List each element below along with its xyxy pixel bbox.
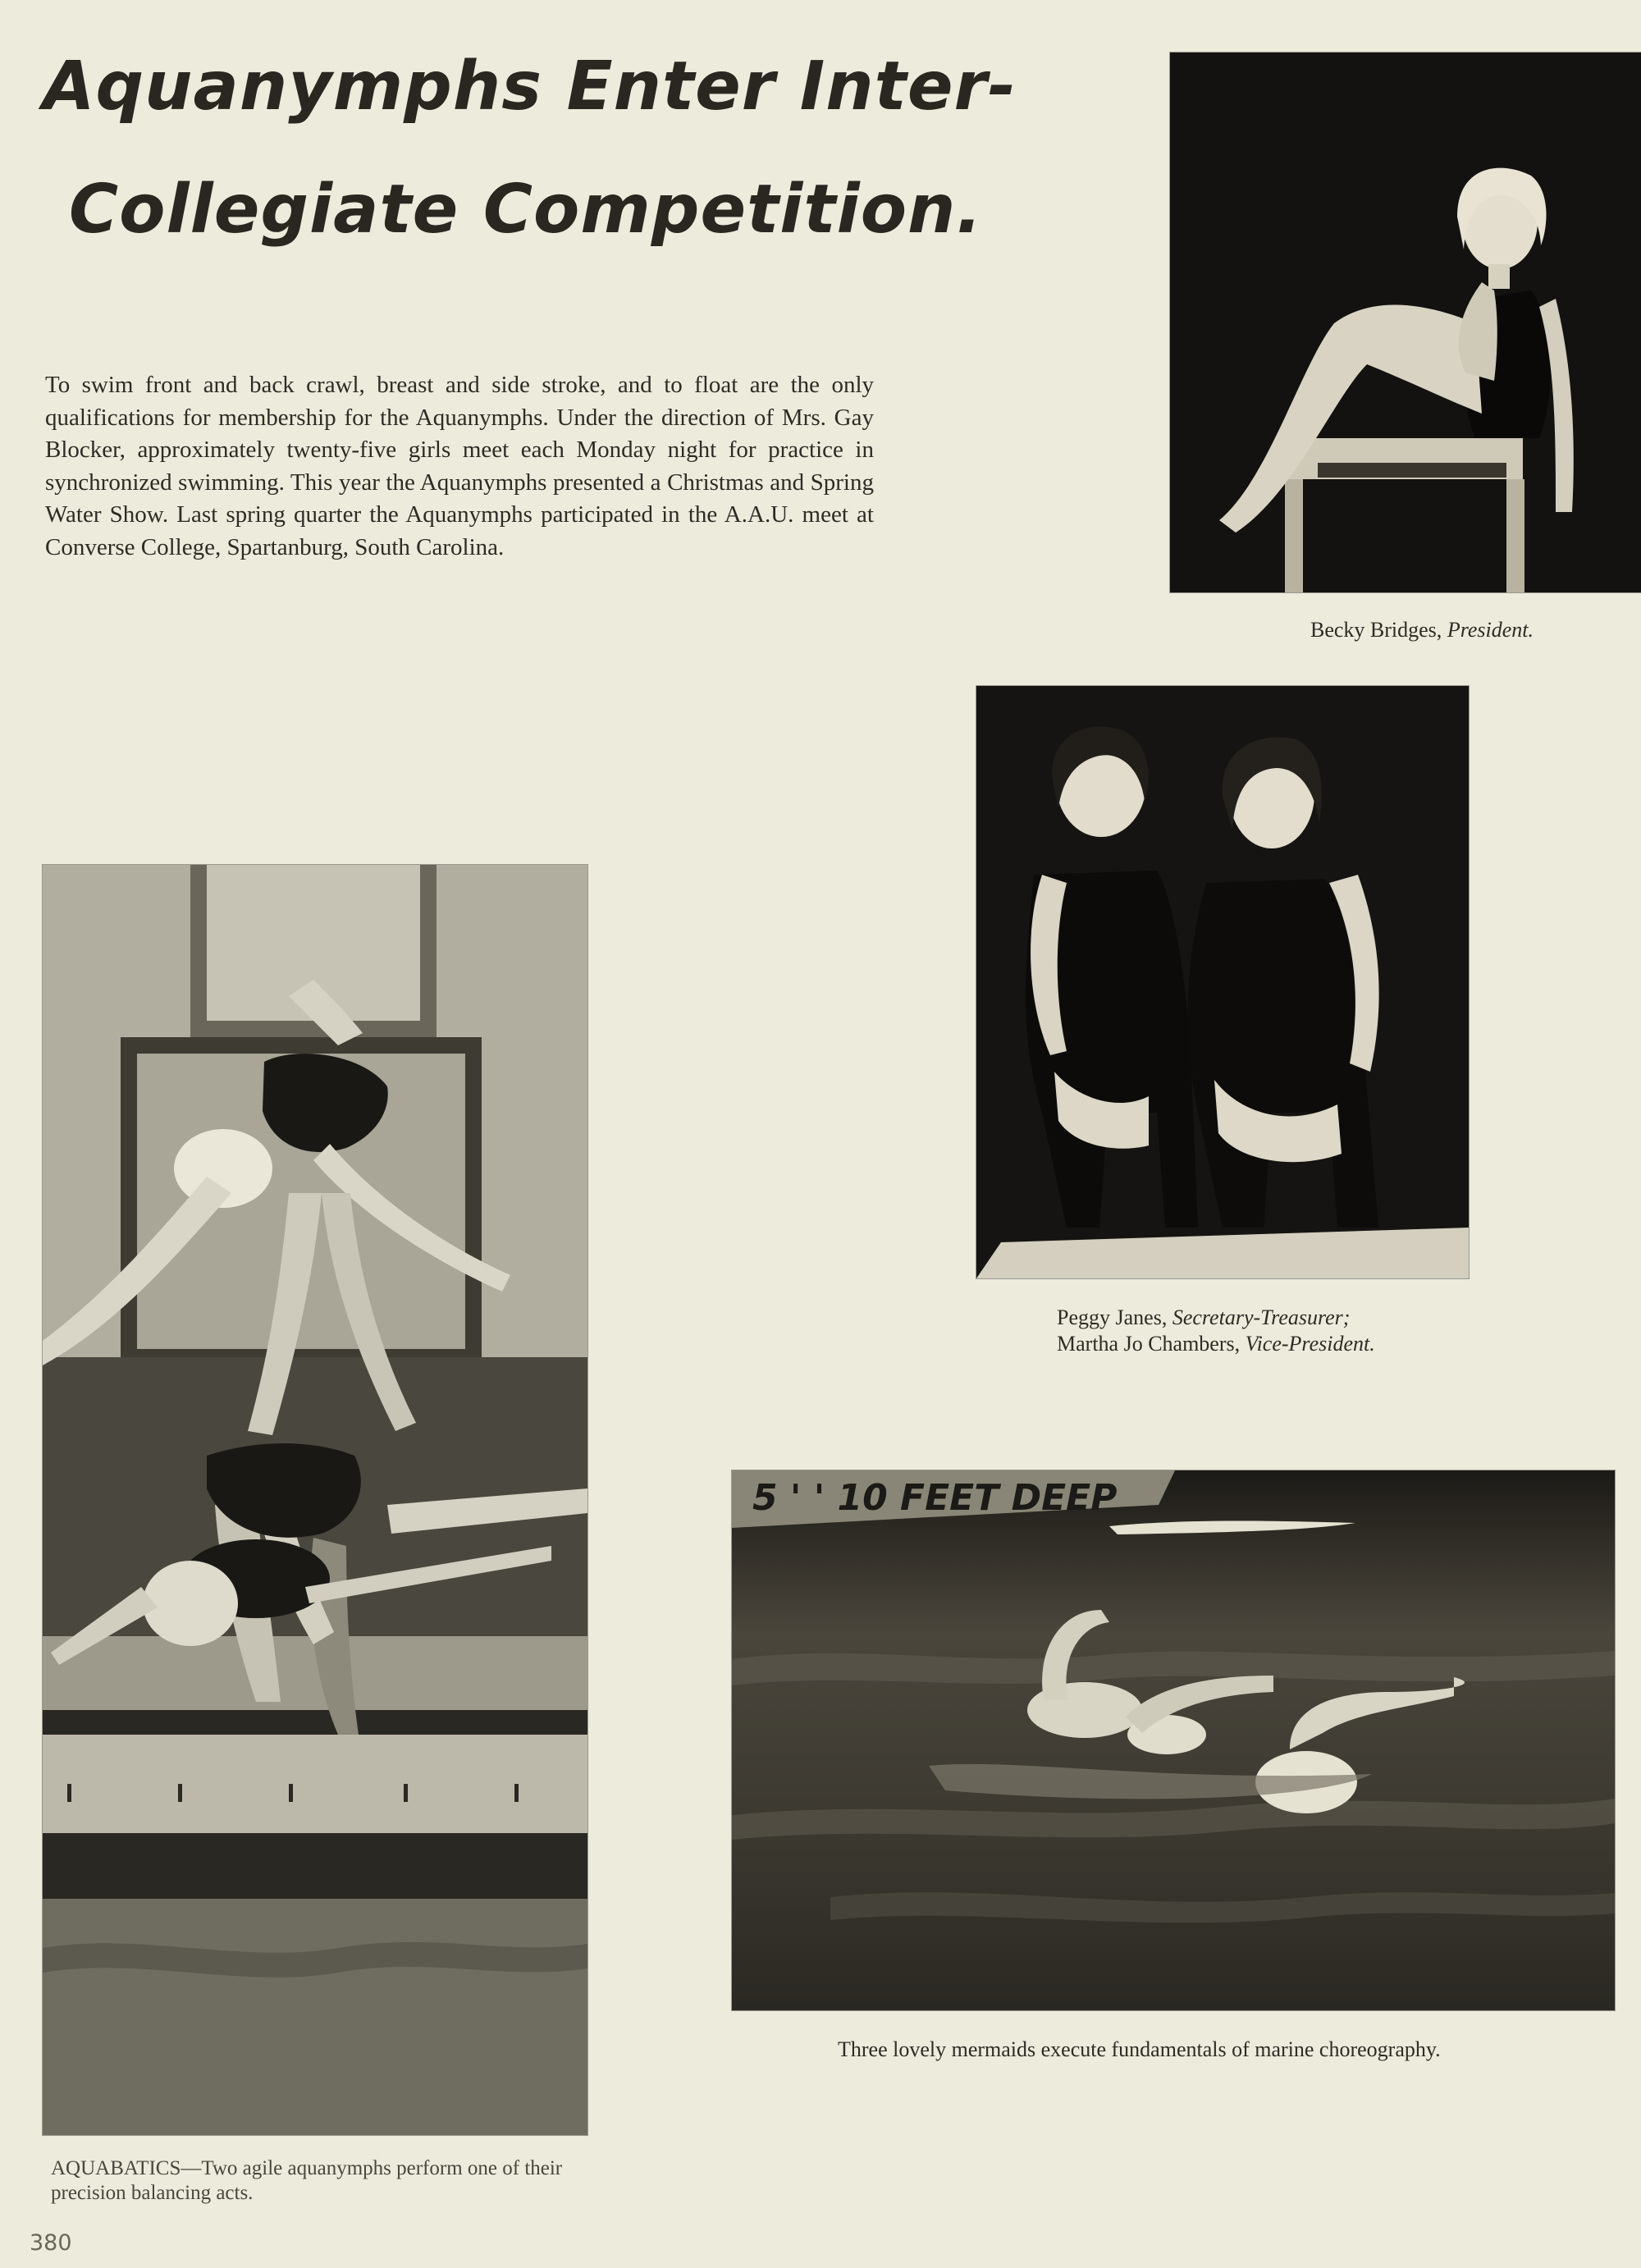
president-photo: [1170, 53, 1641, 592]
mermaids-caption: Three lovely mermaids execute fundamentals of marine choreography.: [838, 2037, 1441, 2061]
page-number: 380: [30, 2230, 72, 2256]
officers-caption: Peggy Janes, Secretary-Treasurer; Martha Jo Chambers, Vice-President.: [1057, 1305, 1375, 1356]
mermaids-photo: [732, 1470, 1615, 2010]
headline-line-1: Aquanymphs Enter Inter-: [43, 48, 1017, 126]
aquabatics-photo: [43, 865, 587, 2135]
article-body: To swim front and back crawl, breast and side stroke, and to float are the only qualifications for membership for the Aquanymphs. Under the direction of Mrs. Gay Blocker, approximately twenty-five girls meet each Monday night for practice in synchronized swimming. This year the Aquanymphs presented a Christmas and Spring Water Show. Last spring quarter the Aquanymphs participated in the A.A.U. meet at Converse College, Spartanburg, South Carolina.: [45, 372, 874, 560]
officers-photo: [976, 686, 1469, 1278]
aquabatics-caption: AQUABATICS—Two agile aquanymphs perform one of their precision balancing acts.: [51, 2157, 563, 2204]
headline-line-2: Collegiate Competition.: [69, 171, 983, 249]
president-caption: Becky Bridges, President.: [1310, 618, 1534, 642]
pool-depth-sign: 5 ' ' 10 FEET DEEP: [752, 1477, 1118, 1519]
